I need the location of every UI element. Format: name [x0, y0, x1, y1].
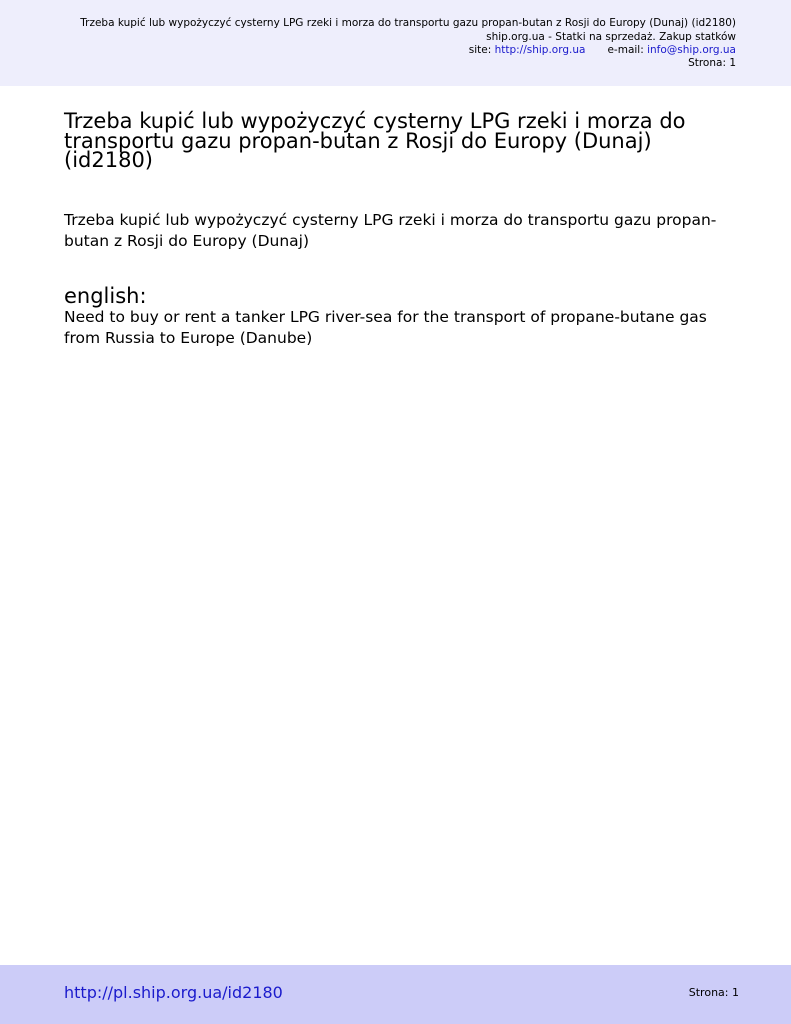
page-header — [0, 0, 791, 86]
site-link[interactable]: http://ship.org.ua — [494, 44, 586, 56]
email-label: e-mail: — [607, 44, 644, 56]
email-link[interactable]: info@ship.org.ua — [647, 44, 736, 56]
header-site-tagline: ship.org.ua - Statki na sprzedaż. Zakup statków — [486, 31, 736, 43]
page-title: Trzeba kupić lub wypożyczyć cysterny LPG rzeki i morza do transportu gazu propan-butan z Rosji do Europy (Dunaj) (id2180) — [64, 109, 686, 172]
page-footer — [0, 965, 791, 1024]
footer-page-number: Strona: 1 — [688, 986, 739, 999]
site-label: site: — [468, 44, 492, 56]
header-page-number: Strona: 1 — [688, 57, 736, 69]
footer-url-link[interactable]: http://pl.ship.org.ua/id2180 — [64, 983, 283, 1002]
english-text: Need to buy or rent a tanker LPG river-sea for the transport of propane-butane gas from Russia to Europe (Danube) — [64, 308, 707, 347]
header-title: Trzeba kupić lub wypożyczyć cysterny LPG rzeki i morza do transportu gazu propan-butan z Rosji do Europy (Dunaj) (id2180) — [80, 17, 736, 29]
intro-text: Trzeba kupić lub wypożyczyć cysterny LPG rzeki i morza do transportu gazu propan-butan z Rosji do Europy (Dunaj) — [64, 211, 717, 250]
header-contact — [469, 43, 736, 57]
english-heading: english: — [64, 284, 147, 308]
